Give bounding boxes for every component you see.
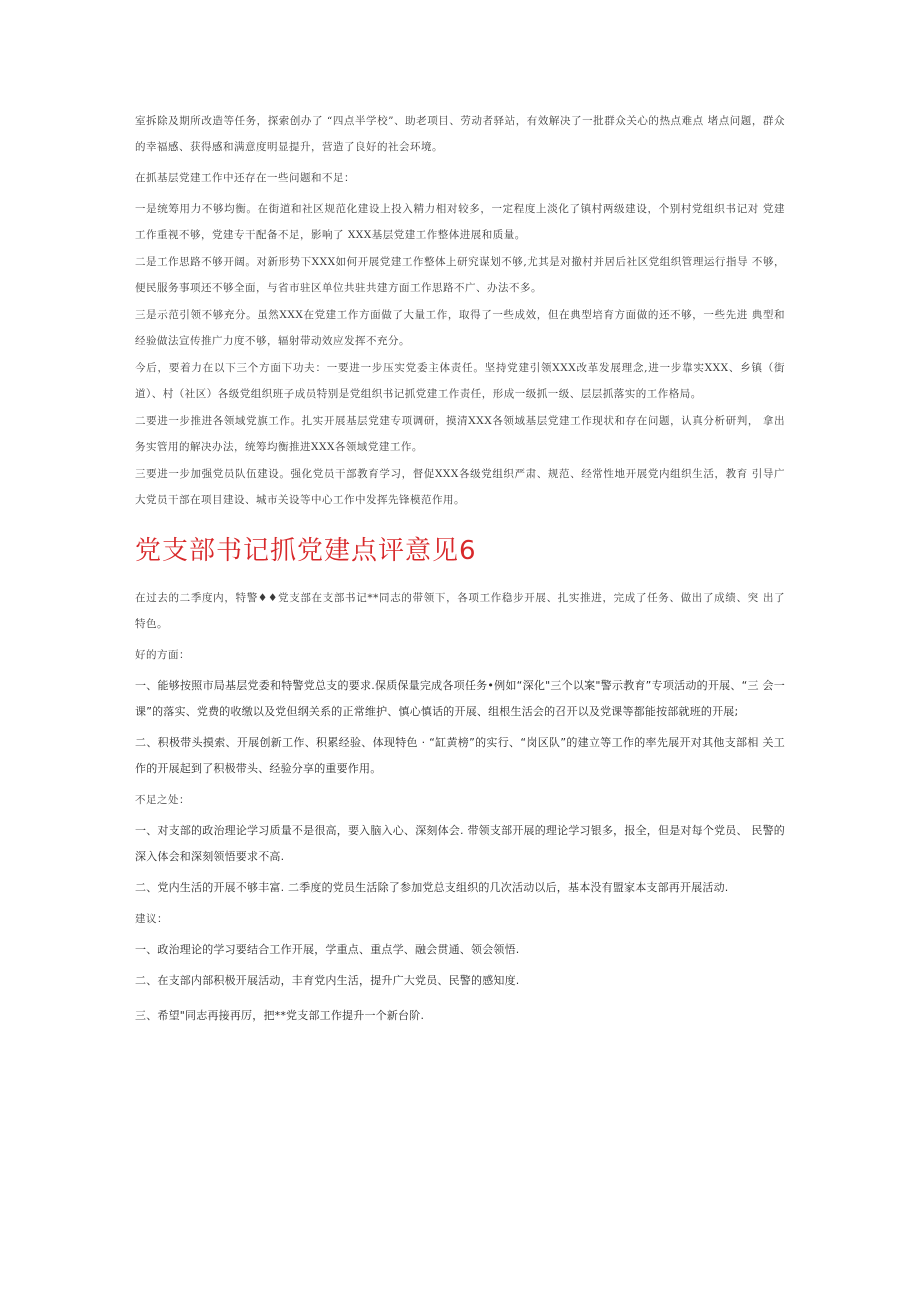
paragraph-plan-1: 今后，要着力在以下三个方面下功夫：一要进一步压实党委主体责任。坚持党建引领XXX改革发展理念,进一步靠实XXX、乡镇（街 道）、村（社区）各级党组织班子成员特别是党组织书记抓党建工作责任，形成一级抓一级、层层抓落实的工作格局。 <box>135 362 785 400</box>
document-page <box>135 108 785 1029</box>
paragraph-problem-2: 二是工作思路不够开阔。对新形势下XXX如何开展党建工作整体上研究谋划不够,尤其是对撤村并居后社区党组织管理运行指导 不够，便民服务事项还不够全面，与省市驻区单位共驻共建方面工作思路不广、办法不多。 <box>135 256 785 294</box>
good-item-1: 一、能够按照市局基层党委和特警党总支的要求.保质保量完成各项任务•例如“深化"三个以案"警示教育”专项活动的开展、“三 会一课”的落实、党费的收缴以及党但纲关系的正常维护、慎心慎话的开展、组根生活会的召开以及党课等都能按部就班的开展; <box>135 679 785 718</box>
good-item-2: 二、积极带头摸索、开展创新工作、积累经验、体现特色 · “缸黄榜”的实行、“岗区队”的建立等工作的率先展开对其他支部相 关工作的开展起到了积极带头、经验分享的重要作用。 <box>135 736 785 775</box>
label-suggestions: 建议： <box>135 913 168 925</box>
paragraph-problems-intro: 在抓基层党建工作中还存在一些问题和不足： <box>135 172 355 184</box>
suggest-item-1: 一、政治理论的学习要结合工作开展，学重点、重点学、融会贯通、领会领悟. <box>135 943 520 956</box>
section-heading: 党支部书记抓党建点评意见6 <box>135 536 477 566</box>
suggest-item-3: 三、希望"同志再接再厉，把**党支部工作提升一个新台阶. <box>135 1009 425 1022</box>
weak-item-1: 一、对支部的政治理论学习质量不是很高，要入脑入心、深刻体会. 带领支部开展的理论学习银多，报全，但是对每个党员、 民警的深入体会和深刻领悟要求不高. <box>135 824 785 863</box>
label-good-aspects: 好的方面： <box>135 649 190 661</box>
paragraph-continuation: 室拆除及期所改造等任务，探索创办了 “四点半学校”、助老项目、劳动者驿站，有效解决了一批群众关心的热点难点 堵点问题，群众的幸福感、获得感和满意度明显提升，营造了良好的社会环境。 <box>135 115 785 153</box>
weak-item-2: 二、党内生活的开展不够丰富. 二季度的党员生活除了参加党总支组织的几次活动以后，基本没有盟家本支部再开展活动. <box>135 881 729 894</box>
paragraph-plan-2: 二要进一步推进各领域党旗工作。扎实开展基层党建专项调研，摸清XXX各领域基层党建工作现状和存在问题，认真分析研判， 拿出务实管用的解决办法，统筹均衡推进XXX各领域党建工作。 <box>135 415 785 453</box>
label-shortcomings: 不足之处： <box>135 794 190 806</box>
paragraph-plan-3: 三要进一步加强党员队伍建设。强化党员干部教育学习，督促XXX各级党组织严肃、规范、经常性地开展党内组织生活，教育 引导广大党员干部在项目建设、城市关设等中心工作中发挥先锋模范作用。 <box>135 468 785 506</box>
paragraph-problem-1: 一是统筹用力不够均衡。在街道和社区规范化建设上投入精力相对较多，一定程度上淡化了镇村两级建设，个别村党组织书记对 党建工作重视不够，党建专干配备不足，影响了 XXX基层党建工作整体进展和质量。 <box>135 203 785 241</box>
paragraph-problem-3: 三是示范引领不够充分。虽然XXX在党建工作方面做了大量工作，取得了一些成效，但在典型培育方面做的还不够，一些先进 典型和经验做法宣传推广力度不够，辐射带动效应发挥不充分。 <box>135 309 785 347</box>
suggest-item-2: 二、在支部内部积极开展活动，丰育党内生活，提升广大党员、民警的感知度. <box>135 974 520 987</box>
paragraph-intro: 在过去的二季度内，特警♦♦党支部在支部书记**同志的带领下，各项工作稳步开展、扎实推进，完成了任务、做出了成绩、突 出了特色。 <box>135 592 785 630</box>
